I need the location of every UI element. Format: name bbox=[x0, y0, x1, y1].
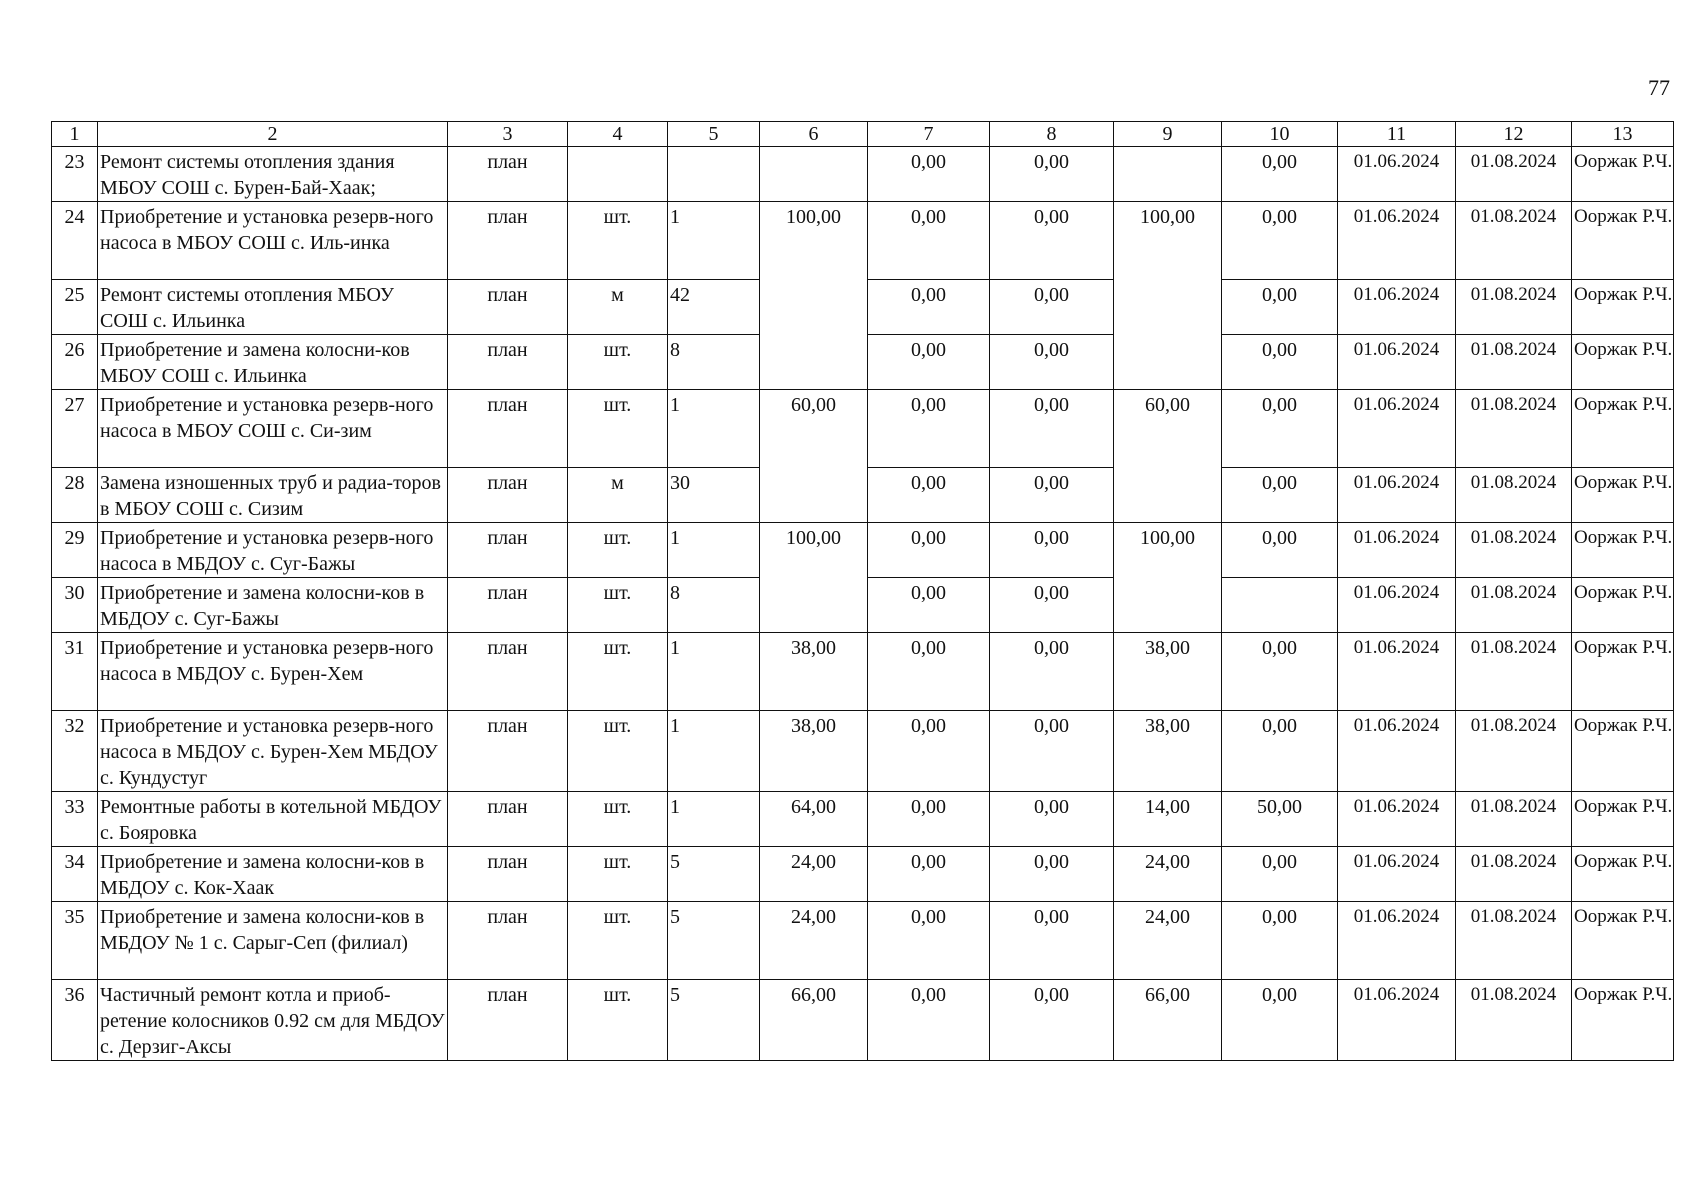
unit-cell: шт. bbox=[568, 578, 668, 633]
header-cell: 1 bbox=[52, 122, 98, 147]
row-number: 34 bbox=[52, 847, 98, 902]
status-cell: план bbox=[448, 468, 568, 523]
col8-cell: 0,00 bbox=[990, 523, 1114, 578]
end-date: 01.08.2024 bbox=[1456, 523, 1572, 578]
table-row bbox=[52, 523, 1674, 578]
quantity-cell: 1 bbox=[668, 711, 760, 792]
quantity-cell: 1 bbox=[668, 523, 760, 578]
unit-cell: шт. bbox=[568, 711, 668, 792]
plan-table bbox=[51, 121, 1674, 1061]
col10-cell: 0,00 bbox=[1222, 633, 1338, 711]
unit-cell: м bbox=[568, 280, 668, 335]
table-row bbox=[52, 902, 1674, 980]
col9-cell: 100,00 bbox=[1114, 202, 1222, 390]
start-date: 01.06.2024 bbox=[1338, 633, 1456, 711]
quantity-cell: 1 bbox=[668, 792, 760, 847]
activity-name: Приобретение и замена колосни-ков в МБДОУ с. Суг-Бажы bbox=[98, 578, 448, 633]
col9-cell: 60,00 bbox=[1114, 390, 1222, 523]
status-cell: план bbox=[448, 202, 568, 280]
activity-name: Приобретение и установка резерв-ного насоса в МБДОУ с. Бурен-Хем МБДОУ с. Кундустуг bbox=[98, 711, 448, 792]
col10-cell: 0,00 bbox=[1222, 523, 1338, 578]
col6-cell bbox=[760, 147, 868, 202]
activity-name: Ремонтные работы в котельной МБДОУ с. Бояровка bbox=[98, 792, 448, 847]
responsible: Ооржак Р.Ч. bbox=[1572, 633, 1674, 711]
header-cell: 8 bbox=[990, 122, 1114, 147]
col10-cell bbox=[1222, 578, 1338, 633]
status-cell: план bbox=[448, 523, 568, 578]
responsible: Ооржак Р.Ч. bbox=[1572, 335, 1674, 390]
col7-cell: 0,00 bbox=[868, 792, 990, 847]
unit-cell: шт. bbox=[568, 847, 668, 902]
col10-cell: 0,00 bbox=[1222, 711, 1338, 792]
col10-cell: 0,00 bbox=[1222, 390, 1338, 468]
col10-cell: 0,00 bbox=[1222, 468, 1338, 523]
quantity-cell: 5 bbox=[668, 980, 760, 1061]
end-date: 01.08.2024 bbox=[1456, 902, 1572, 980]
status-cell: план bbox=[448, 147, 568, 202]
responsible: Ооржак Р.Ч. bbox=[1572, 847, 1674, 902]
row-number: 36 bbox=[52, 980, 98, 1061]
col6-cell: 38,00 bbox=[760, 633, 868, 711]
col8-cell: 0,00 bbox=[990, 711, 1114, 792]
col7-cell: 0,00 bbox=[868, 711, 990, 792]
responsible: Ооржак Р.Ч. bbox=[1572, 202, 1674, 280]
end-date: 01.08.2024 bbox=[1456, 468, 1572, 523]
responsible: Ооржак Р.Ч. bbox=[1572, 390, 1674, 468]
col10-cell: 0,00 bbox=[1222, 980, 1338, 1061]
unit-cell: шт. bbox=[568, 902, 668, 980]
status-cell: план bbox=[448, 280, 568, 335]
status-cell: план bbox=[448, 711, 568, 792]
col7-cell: 0,00 bbox=[868, 523, 990, 578]
col8-cell: 0,00 bbox=[990, 633, 1114, 711]
header-cell: 3 bbox=[448, 122, 568, 147]
col8-cell: 0,00 bbox=[990, 147, 1114, 202]
end-date: 01.08.2024 bbox=[1456, 335, 1572, 390]
quantity-cell: 8 bbox=[668, 578, 760, 633]
table-row bbox=[52, 202, 1674, 280]
table-row bbox=[52, 847, 1674, 902]
table-row bbox=[52, 390, 1674, 468]
col10-cell: 0,00 bbox=[1222, 902, 1338, 980]
row-number: 33 bbox=[52, 792, 98, 847]
header-cell: 12 bbox=[1456, 122, 1572, 147]
quantity-cell: 30 bbox=[668, 468, 760, 523]
header-cell: 11 bbox=[1338, 122, 1456, 147]
status-cell: план bbox=[448, 633, 568, 711]
end-date: 01.08.2024 bbox=[1456, 792, 1572, 847]
col9-cell: 24,00 bbox=[1114, 902, 1222, 980]
row-number: 30 bbox=[52, 578, 98, 633]
activity-name: Приобретение и замена колосни-ков МБОУ СОШ с. Ильинка bbox=[98, 335, 448, 390]
status-cell: план bbox=[448, 792, 568, 847]
header-cell: 2 bbox=[98, 122, 448, 147]
col8-cell: 0,00 bbox=[990, 902, 1114, 980]
unit-cell bbox=[568, 147, 668, 202]
unit-cell: м bbox=[568, 468, 668, 523]
col8-cell: 0,00 bbox=[990, 980, 1114, 1061]
end-date: 01.08.2024 bbox=[1456, 147, 1572, 202]
header-cell: 4 bbox=[568, 122, 668, 147]
page-number: 77 bbox=[1648, 75, 1670, 100]
start-date: 01.06.2024 bbox=[1338, 280, 1456, 335]
unit-cell: шт. bbox=[568, 633, 668, 711]
table-row bbox=[52, 980, 1674, 1061]
row-number: 28 bbox=[52, 468, 98, 523]
col9-cell: 38,00 bbox=[1114, 711, 1222, 792]
col7-cell: 0,00 bbox=[868, 847, 990, 902]
col6-cell: 60,00 bbox=[760, 390, 868, 523]
col6-cell: 24,00 bbox=[760, 847, 868, 902]
start-date: 01.06.2024 bbox=[1338, 847, 1456, 902]
table-row bbox=[52, 792, 1674, 847]
row-number: 35 bbox=[52, 902, 98, 980]
responsible: Ооржак Р.Ч. bbox=[1572, 902, 1674, 980]
row-number: 27 bbox=[52, 390, 98, 468]
col8-cell: 0,00 bbox=[990, 847, 1114, 902]
row-number: 24 bbox=[52, 202, 98, 280]
col6-cell: 66,00 bbox=[760, 980, 868, 1061]
end-date: 01.08.2024 bbox=[1456, 280, 1572, 335]
col9-cell: 38,00 bbox=[1114, 633, 1222, 711]
status-cell: план bbox=[448, 980, 568, 1061]
col9-cell: 14,00 bbox=[1114, 792, 1222, 847]
start-date: 01.06.2024 bbox=[1338, 468, 1456, 523]
status-cell: план bbox=[448, 578, 568, 633]
col8-cell: 0,00 bbox=[990, 792, 1114, 847]
activity-name: Приобретение и установка резерв-ного насоса в МБДОУ с. Бурен-Хем bbox=[98, 633, 448, 711]
start-date: 01.06.2024 bbox=[1338, 980, 1456, 1061]
end-date: 01.08.2024 bbox=[1456, 202, 1572, 280]
quantity-cell: 8 bbox=[668, 335, 760, 390]
start-date: 01.06.2024 bbox=[1338, 792, 1456, 847]
col9-cell: 100,00 bbox=[1114, 523, 1222, 633]
col7-cell: 0,00 bbox=[868, 468, 990, 523]
header-cell: 9 bbox=[1114, 122, 1222, 147]
quantity-cell: 1 bbox=[668, 633, 760, 711]
activity-name: Приобретение и установка резерв-ного насоса в МБДОУ с. Суг-Бажы bbox=[98, 523, 448, 578]
activity-name: Приобретение и установка резерв-ного насоса в МБОУ СОШ с. Си-зим bbox=[98, 390, 448, 468]
unit-cell: шт. bbox=[568, 390, 668, 468]
header-cell: 13 bbox=[1572, 122, 1674, 147]
col7-cell: 0,00 bbox=[868, 633, 990, 711]
activity-name: Ремонт системы отопления МБОУ СОШ с. Ильинка bbox=[98, 280, 448, 335]
col9-cell: 66,00 bbox=[1114, 980, 1222, 1061]
end-date: 01.08.2024 bbox=[1456, 390, 1572, 468]
header-cell: 5 bbox=[668, 122, 760, 147]
quantity-cell: 5 bbox=[668, 902, 760, 980]
start-date: 01.06.2024 bbox=[1338, 390, 1456, 468]
col6-cell: 64,00 bbox=[760, 792, 868, 847]
col7-cell: 0,00 bbox=[868, 902, 990, 980]
row-number: 23 bbox=[52, 147, 98, 202]
col7-cell: 0,00 bbox=[868, 202, 990, 280]
col6-cell: 38,00 bbox=[760, 711, 868, 792]
col10-cell: 50,00 bbox=[1222, 792, 1338, 847]
col9-cell bbox=[1114, 147, 1222, 202]
activity-name: Замена изношенных труб и радиа-торов в МБОУ СОШ с. Сизим bbox=[98, 468, 448, 523]
start-date: 01.06.2024 bbox=[1338, 578, 1456, 633]
responsible: Ооржак Р.Ч. bbox=[1572, 711, 1674, 792]
row-number: 25 bbox=[52, 280, 98, 335]
status-cell: план bbox=[448, 902, 568, 980]
table-row bbox=[52, 711, 1674, 792]
activity-name: Приобретение и замена колосни-ков в МБДОУ № 1 с. Сарыг-Сеп (филиал) bbox=[98, 902, 448, 980]
end-date: 01.08.2024 bbox=[1456, 847, 1572, 902]
start-date: 01.06.2024 bbox=[1338, 523, 1456, 578]
col8-cell: 0,00 bbox=[990, 468, 1114, 523]
quantity-cell bbox=[668, 147, 760, 202]
unit-cell: шт. bbox=[568, 523, 668, 578]
col10-cell: 0,00 bbox=[1222, 147, 1338, 202]
activity-name: Частичный ремонт котла и приоб-ретение колосников 0.92 см для МБДОУ с. Дерзиг-Аксы bbox=[98, 980, 448, 1061]
unit-cell: шт. bbox=[568, 335, 668, 390]
col6-cell: 100,00 bbox=[760, 523, 868, 633]
end-date: 01.08.2024 bbox=[1456, 578, 1572, 633]
status-cell: план bbox=[448, 390, 568, 468]
col8-cell: 0,00 bbox=[990, 390, 1114, 468]
status-cell: план bbox=[448, 335, 568, 390]
status-cell: план bbox=[448, 847, 568, 902]
quantity-cell: 42 bbox=[668, 280, 760, 335]
end-date: 01.08.2024 bbox=[1456, 633, 1572, 711]
unit-cell: шт. bbox=[568, 792, 668, 847]
start-date: 01.06.2024 bbox=[1338, 335, 1456, 390]
col8-cell: 0,00 bbox=[990, 280, 1114, 335]
responsible: Ооржак Р.Ч. bbox=[1572, 792, 1674, 847]
quantity-cell: 5 bbox=[668, 847, 760, 902]
col10-cell: 0,00 bbox=[1222, 335, 1338, 390]
col9-cell: 24,00 bbox=[1114, 847, 1222, 902]
header-cell: 10 bbox=[1222, 122, 1338, 147]
start-date: 01.06.2024 bbox=[1338, 202, 1456, 280]
col7-cell: 0,00 bbox=[868, 147, 990, 202]
responsible: Ооржак Р.Ч. bbox=[1572, 468, 1674, 523]
row-number: 32 bbox=[52, 711, 98, 792]
col7-cell: 0,00 bbox=[868, 280, 990, 335]
row-number: 31 bbox=[52, 633, 98, 711]
table-row bbox=[52, 147, 1674, 202]
col7-cell: 0,00 bbox=[868, 335, 990, 390]
start-date: 01.06.2024 bbox=[1338, 711, 1456, 792]
end-date: 01.08.2024 bbox=[1456, 711, 1572, 792]
col6-cell: 24,00 bbox=[760, 902, 868, 980]
quantity-cell: 1 bbox=[668, 390, 760, 468]
activity-name: Ремонт системы отопления здания МБОУ СОШ с. Бурен-Бай-Хаак; bbox=[98, 147, 448, 202]
activity-name: Приобретение и замена колосни-ков в МБДОУ с. Кок-Хаак bbox=[98, 847, 448, 902]
col7-cell: 0,00 bbox=[868, 578, 990, 633]
header-row bbox=[52, 122, 1674, 147]
col6-cell: 100,00 bbox=[760, 202, 868, 390]
quantity-cell: 1 bbox=[668, 202, 760, 280]
end-date: 01.08.2024 bbox=[1456, 980, 1572, 1061]
table-row bbox=[52, 633, 1674, 711]
unit-cell: шт. bbox=[568, 202, 668, 280]
col10-cell: 0,00 bbox=[1222, 280, 1338, 335]
start-date: 01.06.2024 bbox=[1338, 147, 1456, 202]
unit-cell: шт. bbox=[568, 980, 668, 1061]
col8-cell: 0,00 bbox=[990, 202, 1114, 280]
header-cell: 7 bbox=[868, 122, 990, 147]
responsible: Ооржак Р.Ч. bbox=[1572, 980, 1674, 1061]
responsible: Ооржак Р.Ч. bbox=[1572, 147, 1674, 202]
col8-cell: 0,00 bbox=[990, 335, 1114, 390]
responsible: Ооржак Р.Ч. bbox=[1572, 523, 1674, 578]
row-number: 29 bbox=[52, 523, 98, 578]
start-date: 01.06.2024 bbox=[1338, 902, 1456, 980]
header-cell: 6 bbox=[760, 122, 868, 147]
col10-cell: 0,00 bbox=[1222, 202, 1338, 280]
col7-cell: 0,00 bbox=[868, 980, 990, 1061]
responsible: Ооржак Р.Ч. bbox=[1572, 280, 1674, 335]
activity-name: Приобретение и установка резерв-ного насоса в МБОУ СОШ с. Иль-инка bbox=[98, 202, 448, 280]
row-number: 26 bbox=[52, 335, 98, 390]
col8-cell: 0,00 bbox=[990, 578, 1114, 633]
responsible: Ооржак Р.Ч. bbox=[1572, 578, 1674, 633]
col7-cell: 0,00 bbox=[868, 390, 990, 468]
col10-cell: 0,00 bbox=[1222, 847, 1338, 902]
